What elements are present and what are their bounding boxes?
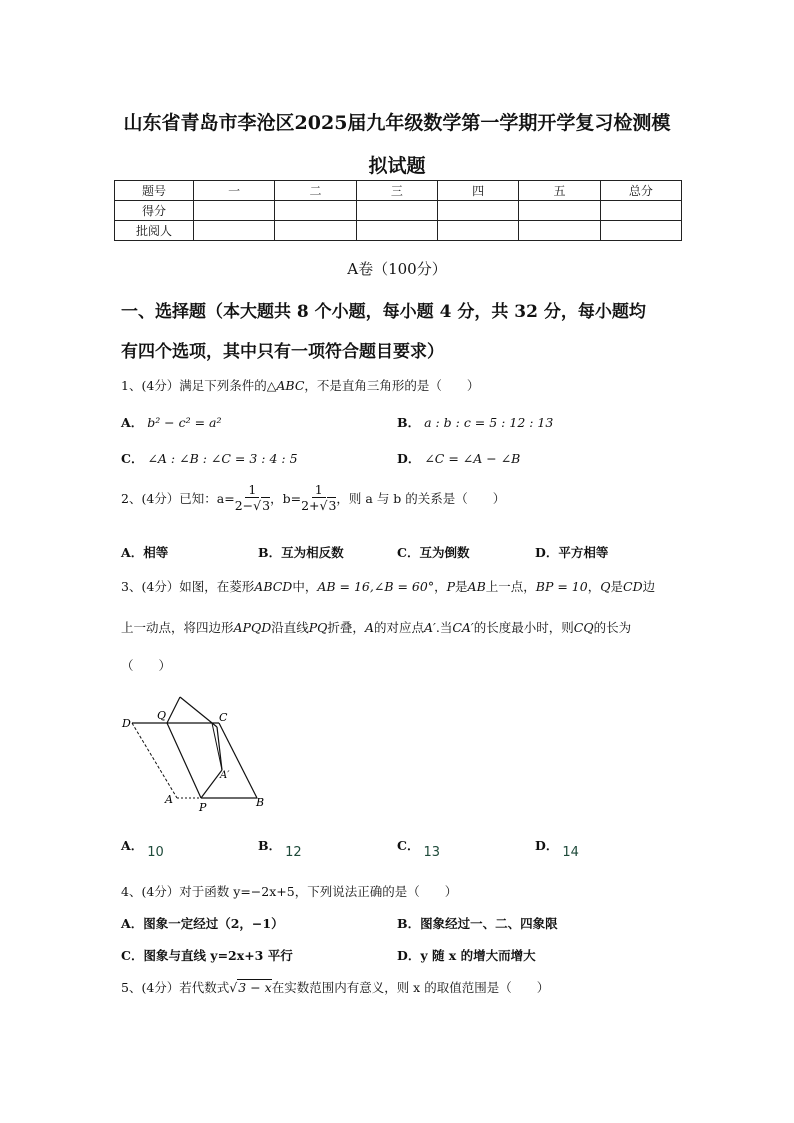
q1-option-b[interactable] (397, 413, 553, 431)
rhombus-figure (112, 690, 282, 815)
radicand: 3 (262, 498, 271, 513)
segment-a1-p (201, 770, 222, 798)
q4-option-d[interactable]: D．y 随 x 的增大而增大 (397, 948, 536, 963)
q1-option-c[interactable] (121, 449, 298, 467)
question-3-stem-line1 (121, 577, 655, 595)
q3-math: BP = 10 (535, 579, 588, 594)
score-entry-cell[interactable] (437, 201, 518, 221)
q3-text: 上一点， (485, 579, 536, 594)
option-label: A． (121, 838, 144, 853)
score-entry-cell[interactable] (437, 221, 518, 241)
score-table (114, 180, 682, 241)
q5-suffix: 在实数范围内有意义，则 x 的取值范围是（ ） (271, 980, 550, 995)
fraction-numerator: 1 (245, 482, 259, 498)
q4-option-a[interactable]: A．图象一定经过（2，−1） (121, 916, 284, 931)
score-entry-cell[interactable] (275, 201, 356, 221)
option-label: D． (397, 451, 421, 466)
question-1-stem (121, 376, 479, 394)
page-title-continued: 拟试题 (368, 155, 426, 177)
score-entry-cell[interactable] (275, 221, 356, 241)
q2-option-d[interactable]: D．平方相等 (535, 545, 609, 560)
q3-text: ， (587, 579, 601, 594)
q2-mid: ，b= (270, 491, 302, 506)
table-cell: 四 (437, 181, 518, 201)
table-cell: 批阅人 (115, 221, 194, 241)
q3-math: CA′ (452, 620, 474, 635)
radicand: 3 (328, 498, 337, 513)
table-cell: 得分 (115, 201, 194, 221)
q3-option-b[interactable] (258, 836, 302, 860)
option-text: ∠C = ∠A − ∠B (424, 451, 521, 466)
table-row (115, 221, 682, 241)
label-C: C (219, 711, 228, 724)
q2-option-b[interactable]: B．互为相反数 (258, 545, 344, 560)
q3-text: 的长为 (593, 620, 632, 635)
table-cell: 题号 (115, 181, 194, 201)
score-entry-cell[interactable] (600, 201, 681, 221)
q3-text: 是 (610, 579, 623, 594)
q3-text: 边 (642, 579, 656, 594)
score-entry-cell[interactable] (519, 201, 600, 221)
q4-option-b[interactable]: B．图象经过一、二、四象限 (397, 916, 558, 931)
option-label: C． (397, 838, 420, 853)
volume-label: A卷（100分） (347, 260, 447, 278)
label-B: B (256, 796, 265, 809)
q3-math: Q (600, 579, 611, 594)
option-text: a : b : c = 5 : 12 : 13 (424, 415, 554, 430)
option-value: 14 (562, 845, 579, 860)
question-3-stem-line2 (121, 618, 631, 636)
q3-text: 3、(4分）如图，在菱形 (121, 579, 255, 594)
den-text: 2+ (301, 498, 320, 513)
label-A-prime: A′ (220, 770, 230, 781)
q3-math: ABCD (254, 579, 293, 594)
label-Q: Q (157, 709, 167, 722)
label-D: D (122, 717, 131, 730)
label-A: A (165, 793, 173, 806)
q3-text: .当 (435, 620, 453, 635)
segment-da-dashed (132, 723, 177, 798)
q3-math: A′ (423, 620, 436, 635)
question-5-stem: 5、(4分）若代数式√3 − x在实数范围内有意义，则 x 的取值范围是（ ） (121, 980, 550, 995)
option-value: 13 (423, 845, 440, 860)
q3-math: A (364, 620, 374, 635)
q3-text: 是 (455, 579, 468, 594)
q1-suffix: ，不是直角三角形的是（ ） (304, 378, 480, 393)
table-cell: 一 (194, 181, 275, 201)
score-entry-cell[interactable] (194, 221, 275, 241)
q3-math: CD (623, 579, 643, 594)
score-entry-cell[interactable] (194, 201, 275, 221)
table-cell: 五 (519, 181, 600, 201)
q4-option-c[interactable]: C．图象与直线 y=2x+3 平行 (121, 948, 293, 963)
q3-text: 折叠， (327, 620, 365, 635)
q3-text: 上一动点，将四边形 (121, 620, 234, 635)
score-entry-cell[interactable] (600, 221, 681, 241)
table-cell: 三 (356, 181, 437, 201)
page-title: 山东省青岛市李沧区2025届九年级数学第一学期开学复习检测模 (123, 112, 671, 134)
q1-option-a[interactable] (121, 413, 222, 431)
table-cell: 二 (275, 181, 356, 201)
table-cell: 总分 (600, 181, 681, 201)
option-label: B． (397, 415, 421, 430)
option-value: 12 (285, 845, 302, 860)
q3-text: 的长度最小时，则 (473, 620, 574, 635)
question-4-stem: 4、(4分）对于函数 y=−2x+5，下列说法正确的是（ ） (121, 884, 458, 899)
q3-option-c[interactable] (397, 836, 440, 860)
q1-triangle: △ABC (266, 378, 305, 393)
q3-math: PQ (308, 620, 328, 635)
fraction-numerator: 1 (312, 482, 326, 498)
q3-answer-paren: （ ） (121, 658, 172, 673)
segment-cb (219, 723, 257, 798)
q3-option-d[interactable] (535, 836, 579, 860)
q3-math: AB (467, 579, 486, 594)
q5-radicand: 3 − x (238, 980, 272, 995)
section-heading-continued: 有四个选项，其中只有一项符合题目要求） (121, 342, 444, 362)
q3-text: ， (434, 579, 447, 594)
q3-option-a[interactable] (121, 836, 164, 860)
q1-prefix: 1、(4分）满足下列条件的 (121, 378, 267, 393)
fraction-denominator: 2−√3 (234, 498, 271, 513)
option-label: C． (121, 451, 144, 466)
fraction-denominator: 2+√3 (301, 498, 337, 513)
q5-prefix: 5、(4分）若代数式 (121, 980, 230, 995)
q2-option-c[interactable]: C．互为倒数 (397, 545, 470, 560)
q3-text: 沿直线 (271, 620, 309, 635)
option-text: ∠A : ∠B : ∠C = 3 : 4 : 5 (147, 451, 298, 466)
q3-math: AB = 16,∠B = 60° (317, 579, 435, 594)
q3-math: CQ (573, 620, 594, 635)
table-row (115, 201, 682, 221)
score-entry-cell[interactable] (356, 201, 437, 221)
score-entry-cell[interactable] (356, 221, 437, 241)
option-value: 10 (147, 845, 164, 860)
section-heading: 一、选择题（本大题共 8 个小题，每小题 4 分，共 32 分，每小题均 (121, 302, 646, 322)
q3-math: P (446, 579, 456, 594)
q1-option-d[interactable] (397, 449, 520, 467)
fraction-a (235, 482, 270, 514)
label-P: P (199, 801, 207, 814)
option-label: D． (535, 838, 559, 853)
option-text: b² − c² = a² (147, 415, 222, 430)
option-label: A． (121, 415, 144, 430)
segment-q-d1 (167, 697, 180, 723)
q2-prefix: 2、(4分）已知：a= (121, 491, 235, 506)
segment-qp (167, 723, 201, 798)
table-row (115, 181, 682, 201)
fraction-b (301, 482, 336, 514)
q3-text: 的对应点 (373, 620, 424, 635)
score-entry-cell[interactable] (519, 221, 600, 241)
q2-suffix: ，则 a 与 b 的关系是（ ） (336, 491, 506, 506)
q3-math: APQD (233, 620, 272, 635)
question-2-stem (121, 482, 505, 514)
q3-text: 中， (292, 579, 318, 594)
q2-option-a[interactable]: A．相等 (121, 545, 169, 560)
option-label: B． (258, 838, 282, 853)
den-text: 2− (234, 498, 254, 513)
